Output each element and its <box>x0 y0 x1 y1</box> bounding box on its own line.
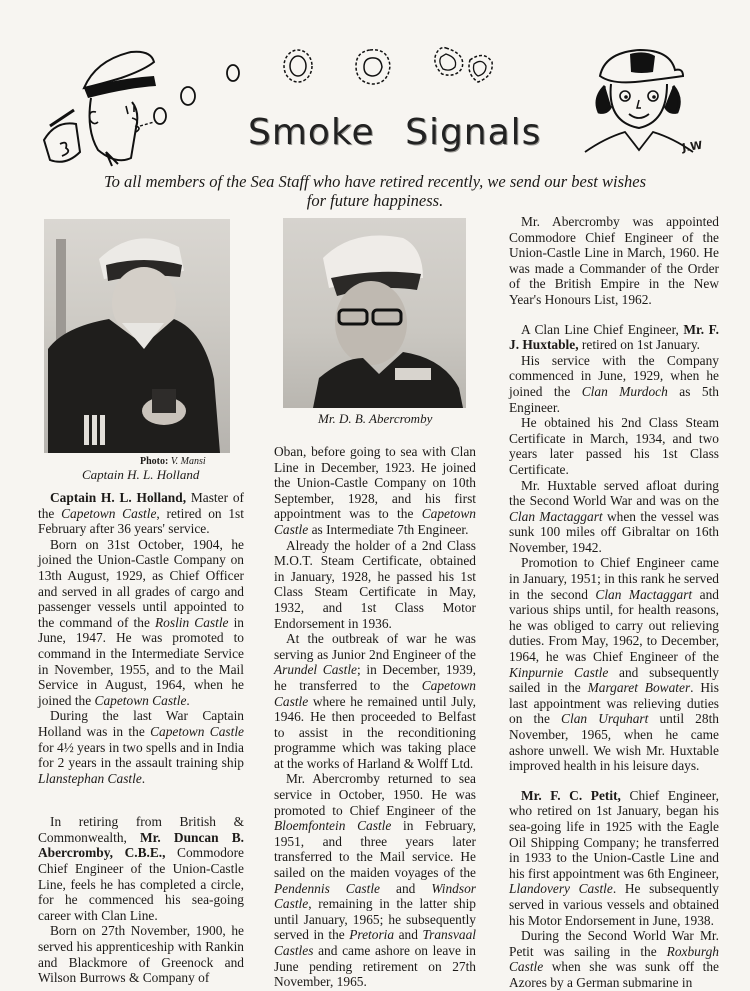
article-column-2 <box>274 444 476 990</box>
paragraph: At the outbreak of war he was serving as Junior 2nd Engineer of the Arundel Castle; in December, 1939, he transferred to the Capetown Castle where he remained until July, 1946. He then proceeded to Belfast to assist in the reconditioning programme which was taking place at the works of Harland & Wolff Ltd. <box>274 631 476 771</box>
paragraph: Captain H. L. Holland, Master of the Capetown Castle, retired on 1st February after 36 years' service. <box>38 490 244 537</box>
paragraph: Mr. Abercromby was appointed Commodore Chief Engineer of the Union-Castle Line in March, 1960. He was made a Commander of the Order of the British Empire in the New Year's Honours List, 1962. <box>509 214 719 307</box>
photo-mr-abercromby <box>283 218 466 408</box>
paragraph: He obtained his 2nd Class Steam Certificate in March, 1934, and two years later passed his 1st Class Certificate. <box>509 415 719 477</box>
paragraph: Born on 27th November, 1900, he served his apprenticeship with Rankin and Blackmore of Greenock and Wilson Burrows & Company of <box>38 923 244 986</box>
caption-captain-holland: Captain H. L. Holland <box>82 467 200 482</box>
paragraph: Mr. Huxtable served afloat during the Second World War and was on the Clan Mactaggart when the vessel was sunk 100 miles off Gibraltar on 16th November, 1942. <box>509 477 719 555</box>
paragraph: Already the holder of a 2nd Class M.O.T. Steam Certificate, obtained in January, 1928, he passed his 1st Class Steam Certificate in May, 1932, and 1st Class Motor Endorsement in 1936. <box>274 537 476 631</box>
artist-signature: J.W <box>681 138 704 155</box>
paragraph: A Clan Line Chief Engineer, Mr. F. J. Huxtable, retired on 1st January. <box>509 321 719 353</box>
photo-captain-holland <box>44 219 230 453</box>
paragraph: Oban, before going to sea with Clan Line in December, 1923. He joined the Union-Castle Company on 10th September, 1928, and his first appointment was to the Capetown Castle as Intermediate 7th Engineer. <box>274 444 476 537</box>
page-title: Smoke Signals <box>248 112 542 153</box>
paragraph: His service with the Company commenced in June, 1929, when he joined the Clan Murdoch as 5th Engineer. <box>509 352 719 415</box>
page-subtitle: To all members of the Sea Staff who have retired recently, we send our best wishes for future happiness. <box>104 172 646 210</box>
paragraph: Born on 31st October, 1904, he joined the Union-Castle Company on 13th August, 1929, as Chief Officer and served in all grades of cargo and passenger vessels until appointed to the command of the Roslin Castle in June, 1947. He was promoted to command in the Intermediate Service in November, 1955, and to the Mail Service in August, 1964, when he joined the Capetown Castle. <box>38 536 245 708</box>
captain-holland-portrait-icon <box>44 219 230 453</box>
paragraph: During the last War Captain Holland was in the Capetown Castle for 4½ years in two spells and in India for 2 years in the assault training ship Llanstephan Castle. <box>38 708 244 786</box>
paragraph: Mr. Abercromby returned to sea service in October, 1950. He was promoted to Chief Engineer of the Bloemfontein Castle in February, 1951, and three years later transferred to the Mail service. He sailed on the maiden voyages of the Pendennis Castle and Windsor Castle, remaining in the latter ship until January, 1965; he subsequently served in the Pretoria and Transvaal Castles and came ashore on leave in June pending retirement on 27th November, 1965. <box>274 771 477 990</box>
paragraph: Promotion to Chief Engineer came in January, 1951; in this rank he served in the second Clan Mactaggart and various ships until, for health reasons, he was obliged to carry out relieving duties. From May, 1962, to December, 1964, he was Chief Engineer of the Kinpurnie Castle and subsequently sailed in the Margaret Bowater. His last appointment was relieving duties on the Clan Urquhart until 28th November, 1965, when he came ashore unwell. We wish Mr. Huxtable improved health in his leisure days. <box>509 555 719 774</box>
article-column-1 <box>38 490 244 986</box>
caption-mr-abercromby: Mr. D. B. Abercromby <box>318 411 433 426</box>
article-column-3 <box>509 214 719 991</box>
paragraph: During the Second World War Mr. Petit was sailing in the Roxburgh Castle when she was sunk off the Azores by a German submarine in <box>509 928 719 990</box>
paragraph: Mr. F. C. Petit, Chief Engineer, who retired on 1st January, began his sea-going life in 1925 with the Eagle Oil Shipping Company; he transferred in 1933 to the Union-Castle Line and his first appointment was 6th Engineer, Llandovery Castle. He subsequently served in various vessels and obtained his Motor Endorsement in June, 1938. <box>509 787 720 928</box>
paragraph: In retiring from British & Commonwealth, Mr. Duncan B. Abercromby, C.B.E., Commodore Chief Engineer of the Union-Castle Line, feels he has completed a circle, for he commenced his sea-going career with Clan Line. <box>38 814 245 923</box>
mr-abercromby-portrait-icon <box>283 218 466 408</box>
photo-credit: Photo: V. Mansi <box>140 456 206 467</box>
